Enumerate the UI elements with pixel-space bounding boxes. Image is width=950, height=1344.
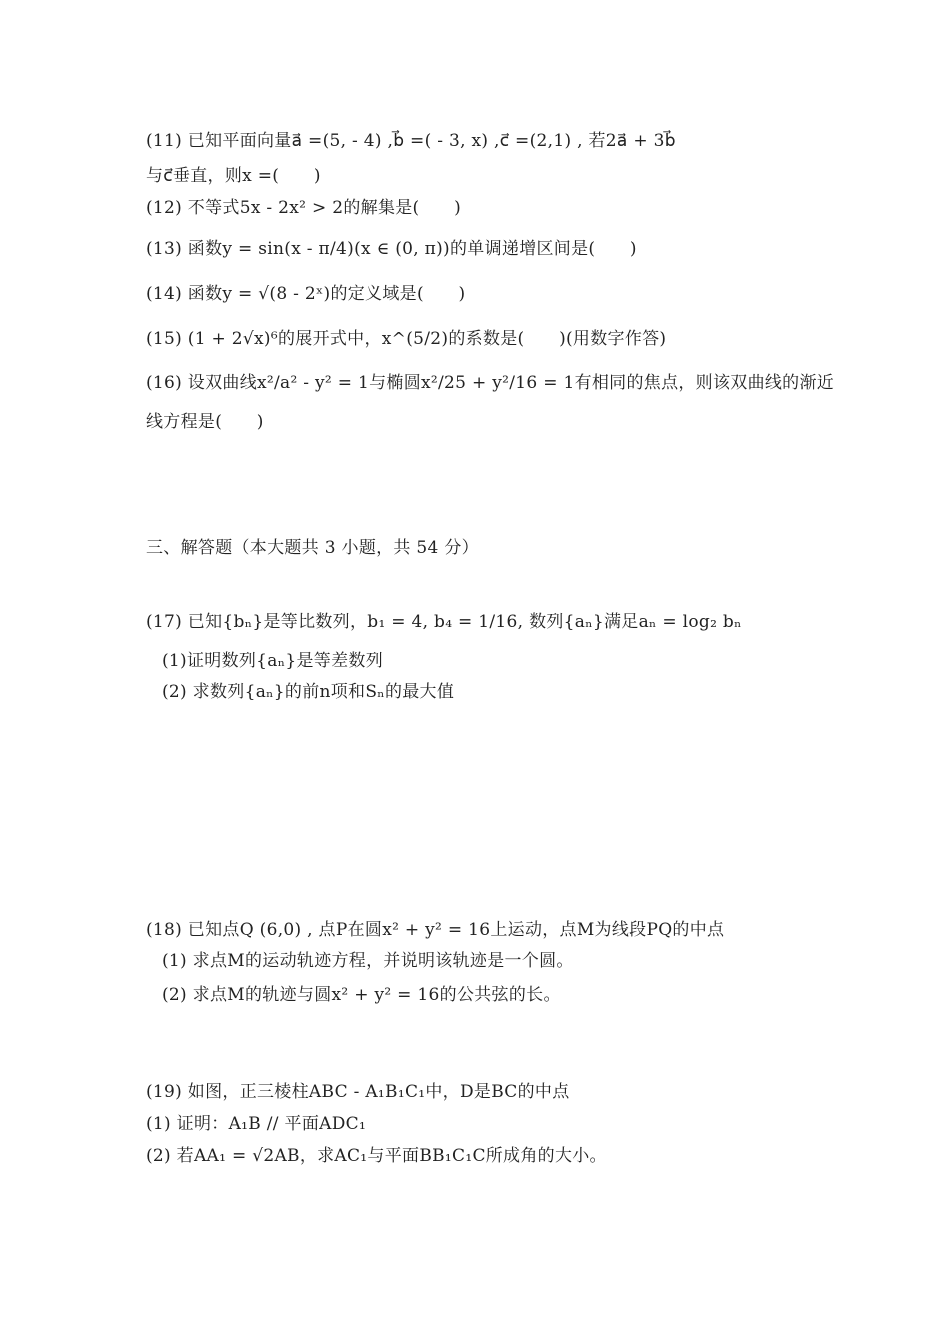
question-18-stem: (18) 已知点Q (6,0) , 点P在圆x² + y² = 16上运动，点M为线段PQ的中点 — [146, 920, 725, 940]
question-18-part-1: (1) 求点M的运动轨迹方程，并说明该轨迹是一个圆。 — [162, 951, 574, 971]
question-16-line-1: (16) 设双曲线x²/a² - y² = 1与椭圆x²/25 + y²/16 = 1有相同的焦点，则该双曲线的渐近 — [146, 373, 835, 393]
section-3-heading: 三、解答题（本大题共 3 小题，共 54 分） — [146, 538, 479, 558]
question-19-part-2: (2) 若AA₁ = √2AB，求AC₁与平面BB₁C₁C所成角的大小。 — [146, 1146, 607, 1166]
question-11-line-1: (11) 已知平面向量a⃗ =(5, - 4) ,b⃗ =( - 3, x) ,c⃗ =(2,1) , 若2a⃗ + 3b⃗ — [146, 131, 676, 151]
question-18-part-2: (2) 求点M的轨迹与圆x² + y² = 16的公共弦的长。 — [162, 985, 561, 1005]
question-17-part-2: (2) 求数列{aₙ}的前n项和Sₙ的最大值 — [162, 682, 455, 702]
question-19-stem: (19) 如图，正三棱柱ABC - A₁B₁C₁中，D是BC的中点 — [146, 1082, 570, 1102]
question-17-stem: (17) 已知{bₙ}是等比数列，b₁ = 4, b₄ = 1/16, 数列{aₙ}满足aₙ = log₂ bₙ — [146, 612, 742, 632]
question-17-part-1: (1)证明数列{aₙ}是等差数列 — [162, 651, 384, 671]
question-12: (12) 不等式5x - 2x² > 2的解集是( ) — [146, 198, 462, 218]
question-15: (15) (1 + 2√x)⁶的展开式中，x^(5/2)的系数是( )(用数字作答) — [146, 329, 667, 349]
question-16-line-2: 线方程是( ) — [146, 412, 264, 432]
question-19-part-1: (1) 证明：A₁B // 平面ADC₁ — [146, 1114, 367, 1134]
question-14: (14) 函数y = √(8 - 2ˣ)的定义域是( ) — [146, 284, 466, 304]
question-13: (13) 函数y = sin(x - π/4)(x ∈ (0, π))的单调递增区间是( ) — [146, 239, 637, 259]
question-11-line-2: 与c⃗垂直，则x =( ) — [146, 166, 321, 186]
